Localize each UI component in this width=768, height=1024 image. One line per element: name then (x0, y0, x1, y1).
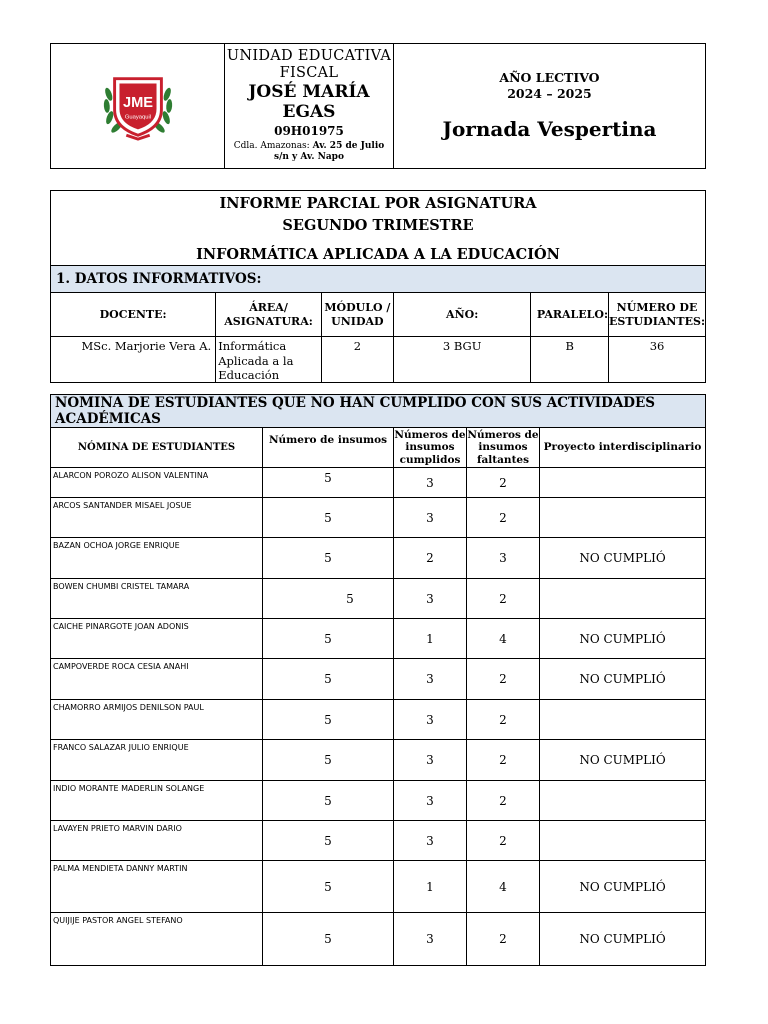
table-row (51, 740, 706, 781)
report-info-table (50, 190, 706, 383)
insumos-value: 5 (263, 468, 394, 498)
insumos-value: 5 (263, 700, 394, 740)
table-row (51, 861, 706, 913)
table-row (51, 700, 706, 740)
proyecto-status: NO CUMPLIÓ (540, 740, 706, 781)
value-area: Informática Aplicada a la Educación (216, 337, 322, 383)
value-num-estudiantes: 36 (609, 337, 706, 383)
insumos-value: 5 (263, 579, 394, 619)
proyecto-status: NO CUMPLIÓ (540, 538, 706, 579)
insumos-value: 5 (263, 659, 394, 700)
proyecto-status: NO CUMPLIÓ (540, 659, 706, 700)
school-logo (99, 65, 177, 143)
cumplidos-value: 3 (394, 913, 467, 966)
jornada: Jornada Vespertina (442, 116, 657, 141)
student-name: INDIO MORANTE MADERLIN SOLANGE (51, 781, 263, 821)
table-row (51, 619, 706, 659)
faltantes-value: 2 (467, 659, 540, 700)
student-name: BAZAN OCHOA JORGE ENRIQUE (51, 538, 263, 579)
proyecto-status (540, 468, 706, 498)
year-cell (394, 44, 706, 169)
faltantes-value: 2 (467, 913, 540, 966)
cumplidos-value: 3 (394, 740, 467, 781)
proyecto-status: NO CUMPLIÓ (540, 861, 706, 913)
value-paralelo: B (531, 337, 609, 383)
faltantes-value: 2 (467, 781, 540, 821)
cumplidos-value: 3 (394, 498, 467, 538)
header-proyecto: Proyecto interdisciplinario (540, 428, 706, 468)
header-insumos: Número de insumos (263, 428, 394, 468)
label-num-estudiantes: NÚMERO DE ESTUDIANTES: (609, 293, 706, 337)
label-modulo: MÓDULO / UNIDAD (321, 293, 393, 337)
insumos-value: 5 (263, 538, 394, 579)
school-unit: UNIDAD EDUCATIVA FISCAL (226, 48, 392, 81)
student-name: ARCOS SANTANDER MISAEL JOSUE (51, 498, 263, 538)
student-name: FRANCO SALAZAR JULIO ENRIQUE (51, 740, 263, 781)
value-docente: MSc. Marjorie Vera A. (51, 337, 216, 383)
insumos-value: 5 (263, 619, 394, 659)
label-anio: AÑO: (393, 293, 531, 337)
cumplidos-value: 3 (394, 700, 467, 740)
report-title: INFORME PARCIAL POR ASIGNATURA (219, 195, 537, 212)
cumplidos-value: 3 (394, 579, 467, 619)
student-name: PALMA MENDIETA DANNY MARTIN (51, 861, 263, 913)
nomina-title: NOMINA DE ESTUDIANTES QUE NO HAN CUMPLIDO CON SUS ACTIVIDADES ACADÉMICAS (51, 395, 706, 428)
header-faltantes: Números de insumos faltantes (467, 428, 539, 466)
label-area: ÁREA/ ASIGNATURA: (216, 293, 322, 337)
address-street: Av. 25 de Julio s/n y Av. Napo (274, 141, 385, 163)
label-paralelo: PARALELO: (531, 293, 609, 337)
faltantes-value: 2 (467, 498, 540, 538)
proyecto-status (540, 579, 706, 619)
faltantes-value: 2 (467, 579, 540, 619)
header-cumplidos: Números de insumos cumplidos (394, 428, 466, 466)
insumos-value: 5 (263, 821, 394, 861)
faltantes-value: 4 (467, 861, 540, 913)
students-table (50, 394, 706, 966)
student-name: CHAMORRO ARMIJOS DENILSON PAUL (51, 700, 263, 740)
label-docente: DOCENTE: (51, 293, 216, 337)
faltantes-value: 2 (467, 700, 540, 740)
cumplidos-value: 3 (394, 659, 467, 700)
insumos-value: 5 (263, 913, 394, 966)
students-body (51, 468, 706, 966)
logo-subtext: Guayaquil (124, 114, 151, 121)
logo-cell (51, 44, 225, 169)
year-label: AÑO LECTIVO (499, 70, 600, 86)
student-name: ALARCON POROZO ALISON VALENTINA (51, 468, 263, 498)
student-name: CAMPOVERDE ROCA CESIA ANAHI (51, 659, 263, 700)
table-row (51, 538, 706, 579)
subject-title: INFORMÁTICA APLICADA A LA EDUCACIÓN (196, 246, 560, 264)
table-row (51, 579, 706, 619)
school-name: JOSÉ MARÍA EGAS (248, 81, 370, 123)
proyecto-status: NO CUMPLIÓ (540, 619, 706, 659)
faltantes-value: 2 (467, 821, 540, 861)
year-value: 2024 – 2025 (507, 86, 592, 101)
cumplidos-value: 3 (394, 468, 467, 498)
proyecto-status (540, 498, 706, 538)
section-title: 1. DATOS INFORMATIVOS: (51, 266, 706, 293)
school-code: 09H01975 (274, 124, 344, 139)
insumos-value: 5 (263, 861, 394, 913)
logo-text: JME (122, 94, 153, 111)
school-header (50, 43, 706, 169)
student-name: LAVAYEN PRIETO MARVIN DARIO (51, 821, 263, 861)
school-info (225, 44, 394, 169)
cumplidos-value: 1 (394, 861, 467, 913)
insumos-value: 5 (263, 740, 394, 781)
table-row (51, 821, 706, 861)
proyecto-status (540, 821, 706, 861)
value-modulo: 2 (321, 337, 393, 383)
proyecto-status (540, 700, 706, 740)
table-row (51, 659, 706, 700)
cumplidos-value: 3 (394, 781, 467, 821)
insumos-value: 5 (263, 498, 394, 538)
faltantes-value: 4 (467, 619, 540, 659)
cumplidos-value: 1 (394, 619, 467, 659)
cumplidos-value: 2 (394, 538, 467, 579)
student-name: BOWEN CHUMBI CRISTEL TAMARA (51, 579, 263, 619)
table-row (51, 781, 706, 821)
insumos-value: 5 (263, 781, 394, 821)
value-anio: 3 BGU (393, 337, 531, 383)
faltantes-value: 3 (467, 538, 540, 579)
proyecto-status: NO CUMPLIÓ (540, 913, 706, 966)
proyecto-status (540, 781, 706, 821)
report-title-cell (51, 191, 706, 266)
table-row (51, 468, 706, 498)
school-address (225, 141, 393, 164)
student-name: CAICHE PINARGOTE JOAN ADONIS (51, 619, 263, 659)
header-nombre: NÓMINA DE ESTUDIANTES (51, 428, 263, 468)
report-term: SEGUNDO TRIMESTRE (282, 217, 474, 235)
table-row (51, 498, 706, 538)
faltantes-value: 2 (467, 468, 540, 498)
cumplidos-value: 3 (394, 821, 467, 861)
address-prefix: Cdla. Amazonas: (233, 141, 310, 152)
faltantes-value: 2 (467, 740, 540, 781)
table-row (51, 913, 706, 966)
student-name: QUIJIJE PASTOR ANGEL STEFANO (51, 913, 263, 966)
